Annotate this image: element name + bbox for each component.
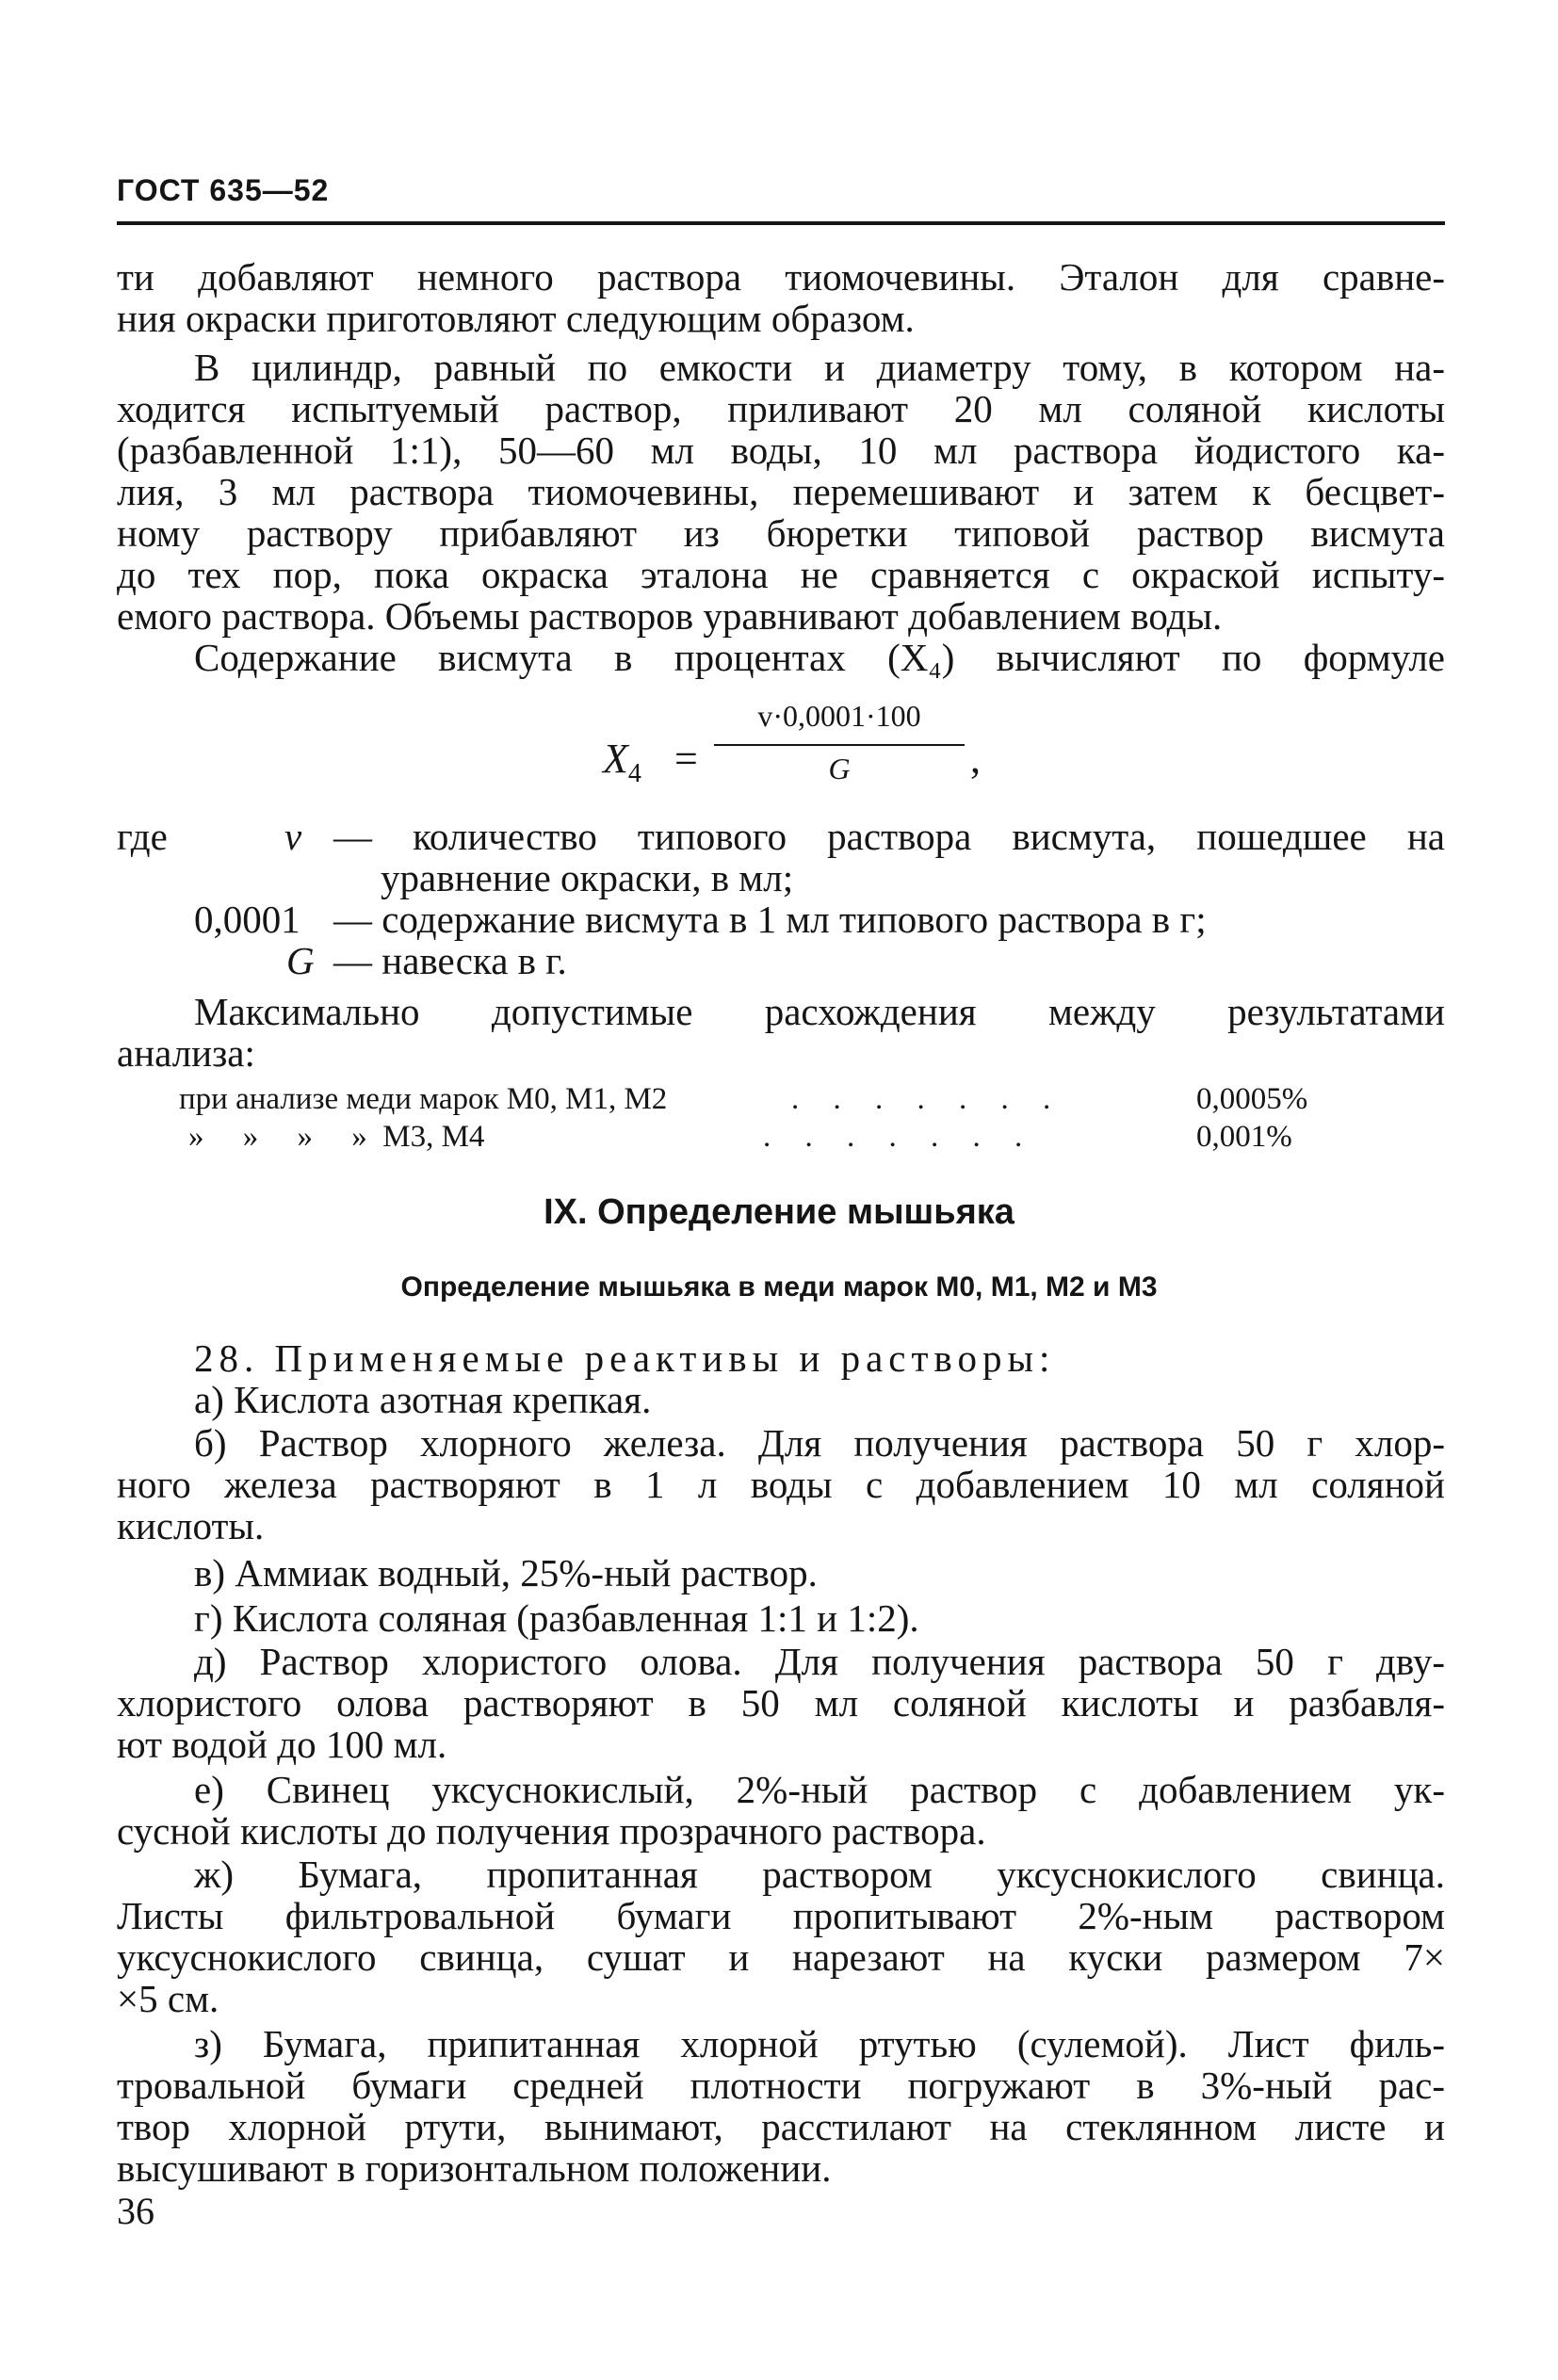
item-e: сусной кислоты до получения прозрачного раствора. (117, 1809, 986, 1853)
item-z: твор хлорной ртути, вынимают, расстилают на стеклянном листе и (117, 2105, 1445, 2148)
tolerance-value: 0,0005% (1196, 1082, 1308, 1116)
item-zh: ж) Бумага, пропитанная раствором уксуснокислого свинца. (194, 1853, 1445, 1896)
paragraph-line: лия, 3 мл раствора тиомочевины, перемешивают и затем к бесцвет- (117, 470, 1445, 513)
formula-numerator: v·0,0001·100 (757, 699, 921, 733)
item-a: а) Кислота азотная крепкая. (194, 1378, 652, 1421)
item-z: высушивают в горизонтальном положении. (117, 2146, 832, 2190)
section-title: IX. Определение мышьяка (544, 1192, 1014, 1232)
document-header: ГОСТ 635—52 (117, 173, 330, 207)
item-d: д) Раствор хлористого олова. Для получения раствора 50 г дву- (194, 1640, 1445, 1683)
item-z: з) Бумага, припитанная хлорной ртутью (сулемой). Лист филь- (194, 2022, 1445, 2065)
paragraph-line: ному раствору прибавляют из бюретки типовой раствор висмута (117, 511, 1445, 555)
tolerance-dots: . . . . . . . (763, 1120, 1036, 1154)
formula-comma: , (970, 736, 981, 782)
paragraph-line: анализа: (117, 1031, 255, 1075)
paragraph-line: (разбавленной 1:1), 50—60 мл воды, 10 мл раствора йодистого ка- (117, 429, 1445, 472)
item-b: б) Раствор хлорного железа. Для получения раствора 50 г хлор- (194, 1421, 1445, 1465)
tolerance-label: при анализе меди марок М0, М1, М2 (179, 1082, 668, 1116)
where-desc: — навеска в г. (333, 939, 567, 982)
where-label: где (117, 815, 168, 858)
where-symbol-v: v (284, 815, 302, 858)
item-zh: ×5 см. (117, 1977, 219, 2020)
header-rule (117, 221, 1445, 225)
bismuth-formula (603, 699, 980, 812)
item-g: г) Кислота соляная (разбавленная 1:1 и 1:2). (194, 1596, 919, 1640)
paragraph-line: ти добавляют немного раствора тиомочевины. Эталон для сравне- (117, 255, 1445, 299)
item-zh: уксуснокислого свинца, сушат и нарезают на куски размером 7× (117, 1935, 1445, 1979)
page-number: 36 (117, 2190, 154, 2232)
tolerance-value: 0,001% (1196, 1120, 1292, 1154)
item-v: в) Аммиак водный, 25%-ный раствор. (194, 1551, 818, 1595)
paragraph-line: ходится испытуемый раствор, приливают 20 мл соляной кислоты (117, 387, 1445, 430)
item-d: хлористого олова растворяют в 50 мл соляной кислоты и разбавля- (117, 1681, 1445, 1724)
formula-equals: = (674, 736, 698, 782)
paragraph-line: ния окраски приготовляют следующим образом. (117, 297, 915, 340)
paragraph-line: до тех пор, пока окраска эталона не сравняется с окраской испыту- (117, 553, 1445, 596)
paragraph-line: Содержание висмута в процентах (X₄) вычисляют по формуле (194, 636, 1445, 679)
subsection-title: Определение мышьяка в меди марок М0, М1, М2 и М3 (400, 1271, 1158, 1303)
formula-denominator: G (828, 752, 851, 785)
item-zh: Листы фильтровальной бумаги пропитывают 2%-ным раствором (117, 1894, 1445, 1937)
item-b: кислоты. (117, 1504, 265, 1547)
item-d: ют водой до 100 мл. (117, 1723, 447, 1766)
where-desc: — количество типового раствора висмута, пошедшее на (333, 815, 1445, 858)
where-symbol-g: G (286, 939, 315, 982)
item-title: 28. Применяемые реактивы и растворы: (194, 1336, 1056, 1380)
where-desc: уравнение окраски, в мл; (381, 856, 794, 899)
paragraph-line: Максимально допустимые расхождения между результатами (194, 990, 1445, 1033)
paragraph-line: В цилиндр, равный по емкости и диаметру тому, в котором на- (194, 346, 1445, 389)
fraction-bar (714, 744, 965, 746)
formula-lhs: $X_4$ (603, 736, 641, 788)
item-b: ного железа растворяют в 1 л воды с добавлением 10 мл соляной (117, 1463, 1445, 1506)
tolerance-dots: . . . . . . . (791, 1082, 1064, 1116)
item-e: е) Свинец уксуснокислый, 2%-ный раствор с добавлением ук- (194, 1768, 1445, 1811)
tolerance-label: » » » » М3, М4 (188, 1120, 485, 1154)
item-z: тровальной бумаги средней плотности погружают в 3%-ный рас- (117, 2064, 1445, 2107)
paragraph-line: емого раствора. Объемы растворов уравнивают добавлением воды. (117, 594, 1223, 638)
where-symbol-const: 0,0001 (194, 898, 300, 941)
where-desc: — содержание висмута в 1 мл типового раствора в г; (333, 898, 1207, 941)
